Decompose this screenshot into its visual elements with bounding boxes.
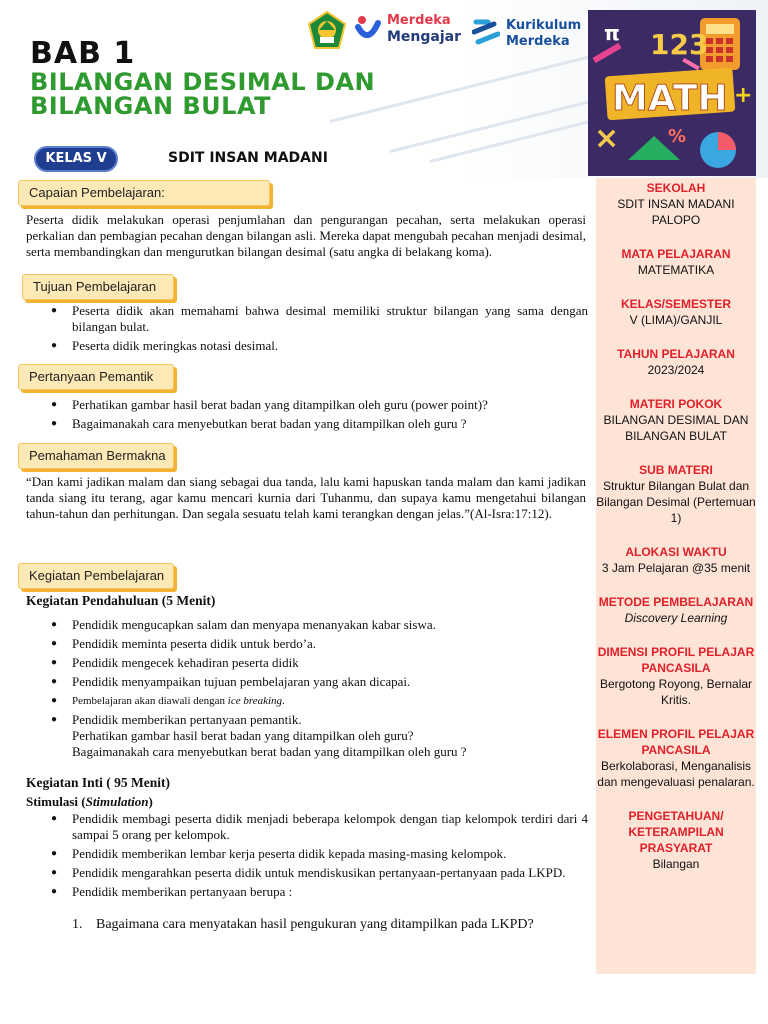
sidebar-label: MATERI POKOK: [629, 397, 723, 411]
sidebar-label: DIMENSI PROFIL PELAJAR PANCASILA: [597, 645, 755, 675]
pemantik-question-2: Bagaimanakah cara menyebutkan berat badan yang ditampilkan oleh guru ?: [72, 744, 467, 759]
info-sidebar: [596, 178, 756, 974]
sidebar-list: [596, 178, 756, 872]
pendahuluan-list: [26, 617, 588, 763]
sidebar-group: [596, 594, 756, 626]
list-item: ● Pendidik memberikan pertanyaan berupa :: [26, 884, 588, 900]
svg-text:%: %: [668, 126, 687, 147]
tujuan-list: [26, 303, 588, 357]
svg-text:123: 123: [650, 28, 709, 61]
list-item: [26, 693, 588, 709]
section-tab-pemahaman: Pemahaman Bermakna: [18, 443, 174, 469]
svg-text:+: +: [734, 83, 753, 108]
sidebar-value: Berkolaborasi, Menganalisis dan mengevaluasi penalaran.: [597, 759, 755, 789]
inti-title: Kegiatan Inti ( 95 Menit): [26, 775, 170, 790]
sidebar-value: MATEMATIKA: [637, 263, 715, 277]
sidebar-label: SUB MATERI: [639, 463, 713, 477]
sidebar-group: [596, 396, 756, 444]
merdeka-mengajar-icon: [355, 15, 381, 47]
list-item: ● Pendidik mengarahkan peserta didik untuk mendiskusikan pertanyaan-pertanyaan pada LKPD.: [26, 865, 588, 881]
kurikulum-line1: Kurikulum: [506, 18, 582, 33]
chapter-label: BAB 1: [30, 36, 136, 71]
pendahuluan-title: Kegiatan Pendahuluan (5 Menit): [26, 593, 216, 608]
list-item: ● Pendidik meminta peserta didik untuk berdo’a.: [26, 636, 588, 652]
section-tab-capaian: Capaian Pembelajaran:: [18, 180, 270, 206]
pemantik-question-1: Perhatikan gambar hasil berat badan yang ditampilkan oleh guru?: [72, 728, 414, 743]
pemahaman-text: “Dan kami jadikan malam dan siang sebagai dua tanda, lalu kami hapuskan tanda malam dan kami jadikan tanda siang itu terang, agar kamu mencari kurnia dari Tuhanmu, dan supaya kamu mengetahui bilangan tahun-tahun dan perhitungan. Dan segala sesuatu telah kami terangkan dengan jelas.”(Al-Isra:17:12).: [26, 474, 586, 521]
sidebar-label: METODE PEMBELAJARAN: [598, 595, 754, 609]
list-item: ● Pendidik menyampaikan tujuan pembelajaran yang akan dicapai.: [26, 674, 588, 690]
merdeka-mengajar-line2: Mengajar: [387, 29, 462, 45]
sidebar-group: [596, 726, 756, 790]
sidebar-value: SDIT INSAN MADANI PALOPO: [617, 197, 735, 227]
kemenag-emblem-icon: [306, 10, 348, 52]
sidebar-label: ELEMEN PROFIL PELAJAR PANCASILA: [597, 727, 755, 757]
kurikulum-line2: Merdeka: [506, 34, 570, 49]
sidebar-value: V (LIMA)/GANJIL: [629, 313, 723, 327]
chapter-title-line2: BILANGAN BULAT: [30, 92, 272, 120]
sidebar-group: [596, 544, 756, 576]
svg-text:×: ×: [594, 121, 620, 156]
sidebar-value: 3 Jam Pelajaran @35 menit: [601, 561, 751, 575]
stimulasi-suffix: ): [148, 794, 153, 809]
section-tab-pemantik: Pertanyaan Pemantik: [18, 364, 174, 390]
merdeka-mengajar-line1: Merdeka: [387, 13, 451, 28]
sidebar-value: Bilangan: [652, 857, 700, 871]
sidebar-group: [596, 808, 756, 872]
pemantik-item-text: ● Pendidik memberikan pertanyaan pemantik.: [72, 712, 302, 727]
section-tab-kegiatan: Kegiatan Pembelajaran: [18, 563, 174, 589]
stimulasi-prefix: Stimulasi (: [26, 794, 86, 809]
sidebar-group: [596, 296, 756, 328]
list-item: ● Pendidik mengucapkan salam dan menyapa menanyakan kabar siswa.: [26, 617, 588, 633]
sidebar-value: BILANGAN DESIMAL DAN BILANGAN BULAT: [603, 413, 749, 443]
ice-term: ice breaking: [227, 695, 283, 707]
sidebar-label: SEKOLAH: [646, 181, 706, 195]
numbered-item-1: [72, 917, 534, 933]
list-item: ● Pendidik mengecek kehadiran peserta didik: [26, 655, 588, 671]
ice-prefix: Pembelajaran akan diawali dengan: [72, 695, 228, 707]
list-item: [26, 712, 588, 760]
sidebar-label: ALOKASI WAKTU: [625, 545, 727, 559]
sidebar-label: PENGETAHUAN/ KETERAMPILAN PRASYARAT: [628, 809, 724, 855]
sidebar-value: 2023/2024: [647, 363, 705, 377]
list-item: ● Peserta didik akan memahami bahwa desimal memiliki struktur bilangan yang sama dengan bilangan bulat.: [26, 303, 588, 335]
school-name: SDIT INSAN MADANI: [168, 150, 328, 166]
stimulasi-heading: [26, 794, 153, 810]
sidebar-group: [596, 246, 756, 278]
sidebar-group: [596, 346, 756, 378]
list-item: ● Bagaimanakah cara menyebutkan berat badan yang ditampilkan oleh guru ?: [26, 416, 588, 432]
inti-list: [26, 811, 588, 903]
stimulasi-term: Stimulation: [85, 794, 149, 809]
list-item: ● Pendidik memberikan lembar kerja peserta didik kepada masing-masing kelompok.: [26, 846, 588, 862]
section-tab-tujuan: Tujuan Pembelajaran: [22, 274, 174, 300]
kurikulum-merdeka-icon: [472, 16, 500, 46]
numbered-item-text: Bagaimana cara menyatakan hasil pengukuran yang ditampilkan pada LKPD?: [96, 917, 534, 932]
sidebar-label: TAHUN PELAJARAN: [617, 347, 735, 361]
ice-suffix: .: [282, 695, 285, 707]
sidebar-value: Bergotong Royong, Bernalar Kritis.: [599, 677, 753, 707]
sidebar-group: [596, 462, 756, 526]
svg-text:π: π: [604, 21, 620, 45]
sidebar-label: KELAS/SEMESTER: [620, 297, 731, 311]
sidebar-value: Discovery Learning: [624, 611, 728, 625]
chapter-title-line1: BILANGAN DESIMAL DAN: [30, 68, 376, 96]
capaian-text: Peserta didik melakukan operasi penjumlahan dan pengurangan pecahan, serta melakukan operasi perkalian dan pembagian pecahan dengan bilangan asli. Mereka dapat mengubah pecahan menjadi desimal, serta membandingkan dan mengurutkan bilangan desimal (satu angka di belakang koma).: [26, 212, 586, 259]
class-badge: KELAS V: [34, 146, 118, 172]
pemantik-list: [26, 397, 588, 435]
list-item: ● Peserta didik meringkas notasi desimal.: [26, 338, 588, 354]
svg-text:MATH: MATH: [612, 78, 728, 119]
list-item: ● Pendidik membagi peserta didik menjadi beberapa kelompok dengan tiap kelompok terdiri dari 4 sampai 5 orang per kelompok.: [26, 811, 588, 843]
numbered-item-number: 1.: [72, 917, 83, 932]
sidebar-group: [596, 644, 756, 708]
page-header: [0, 0, 768, 178]
sidebar-group: [596, 180, 756, 228]
sidebar-value: Struktur Bilangan Bulat dan Bilangan Desimal (Pertemuan 1): [596, 479, 756, 525]
math-illustration: [588, 10, 756, 176]
list-item: ● Perhatikan gambar hasil berat badan yang ditampilkan oleh guru (power point)?: [26, 397, 588, 413]
sidebar-label: MATA PELAJARAN: [621, 247, 731, 261]
